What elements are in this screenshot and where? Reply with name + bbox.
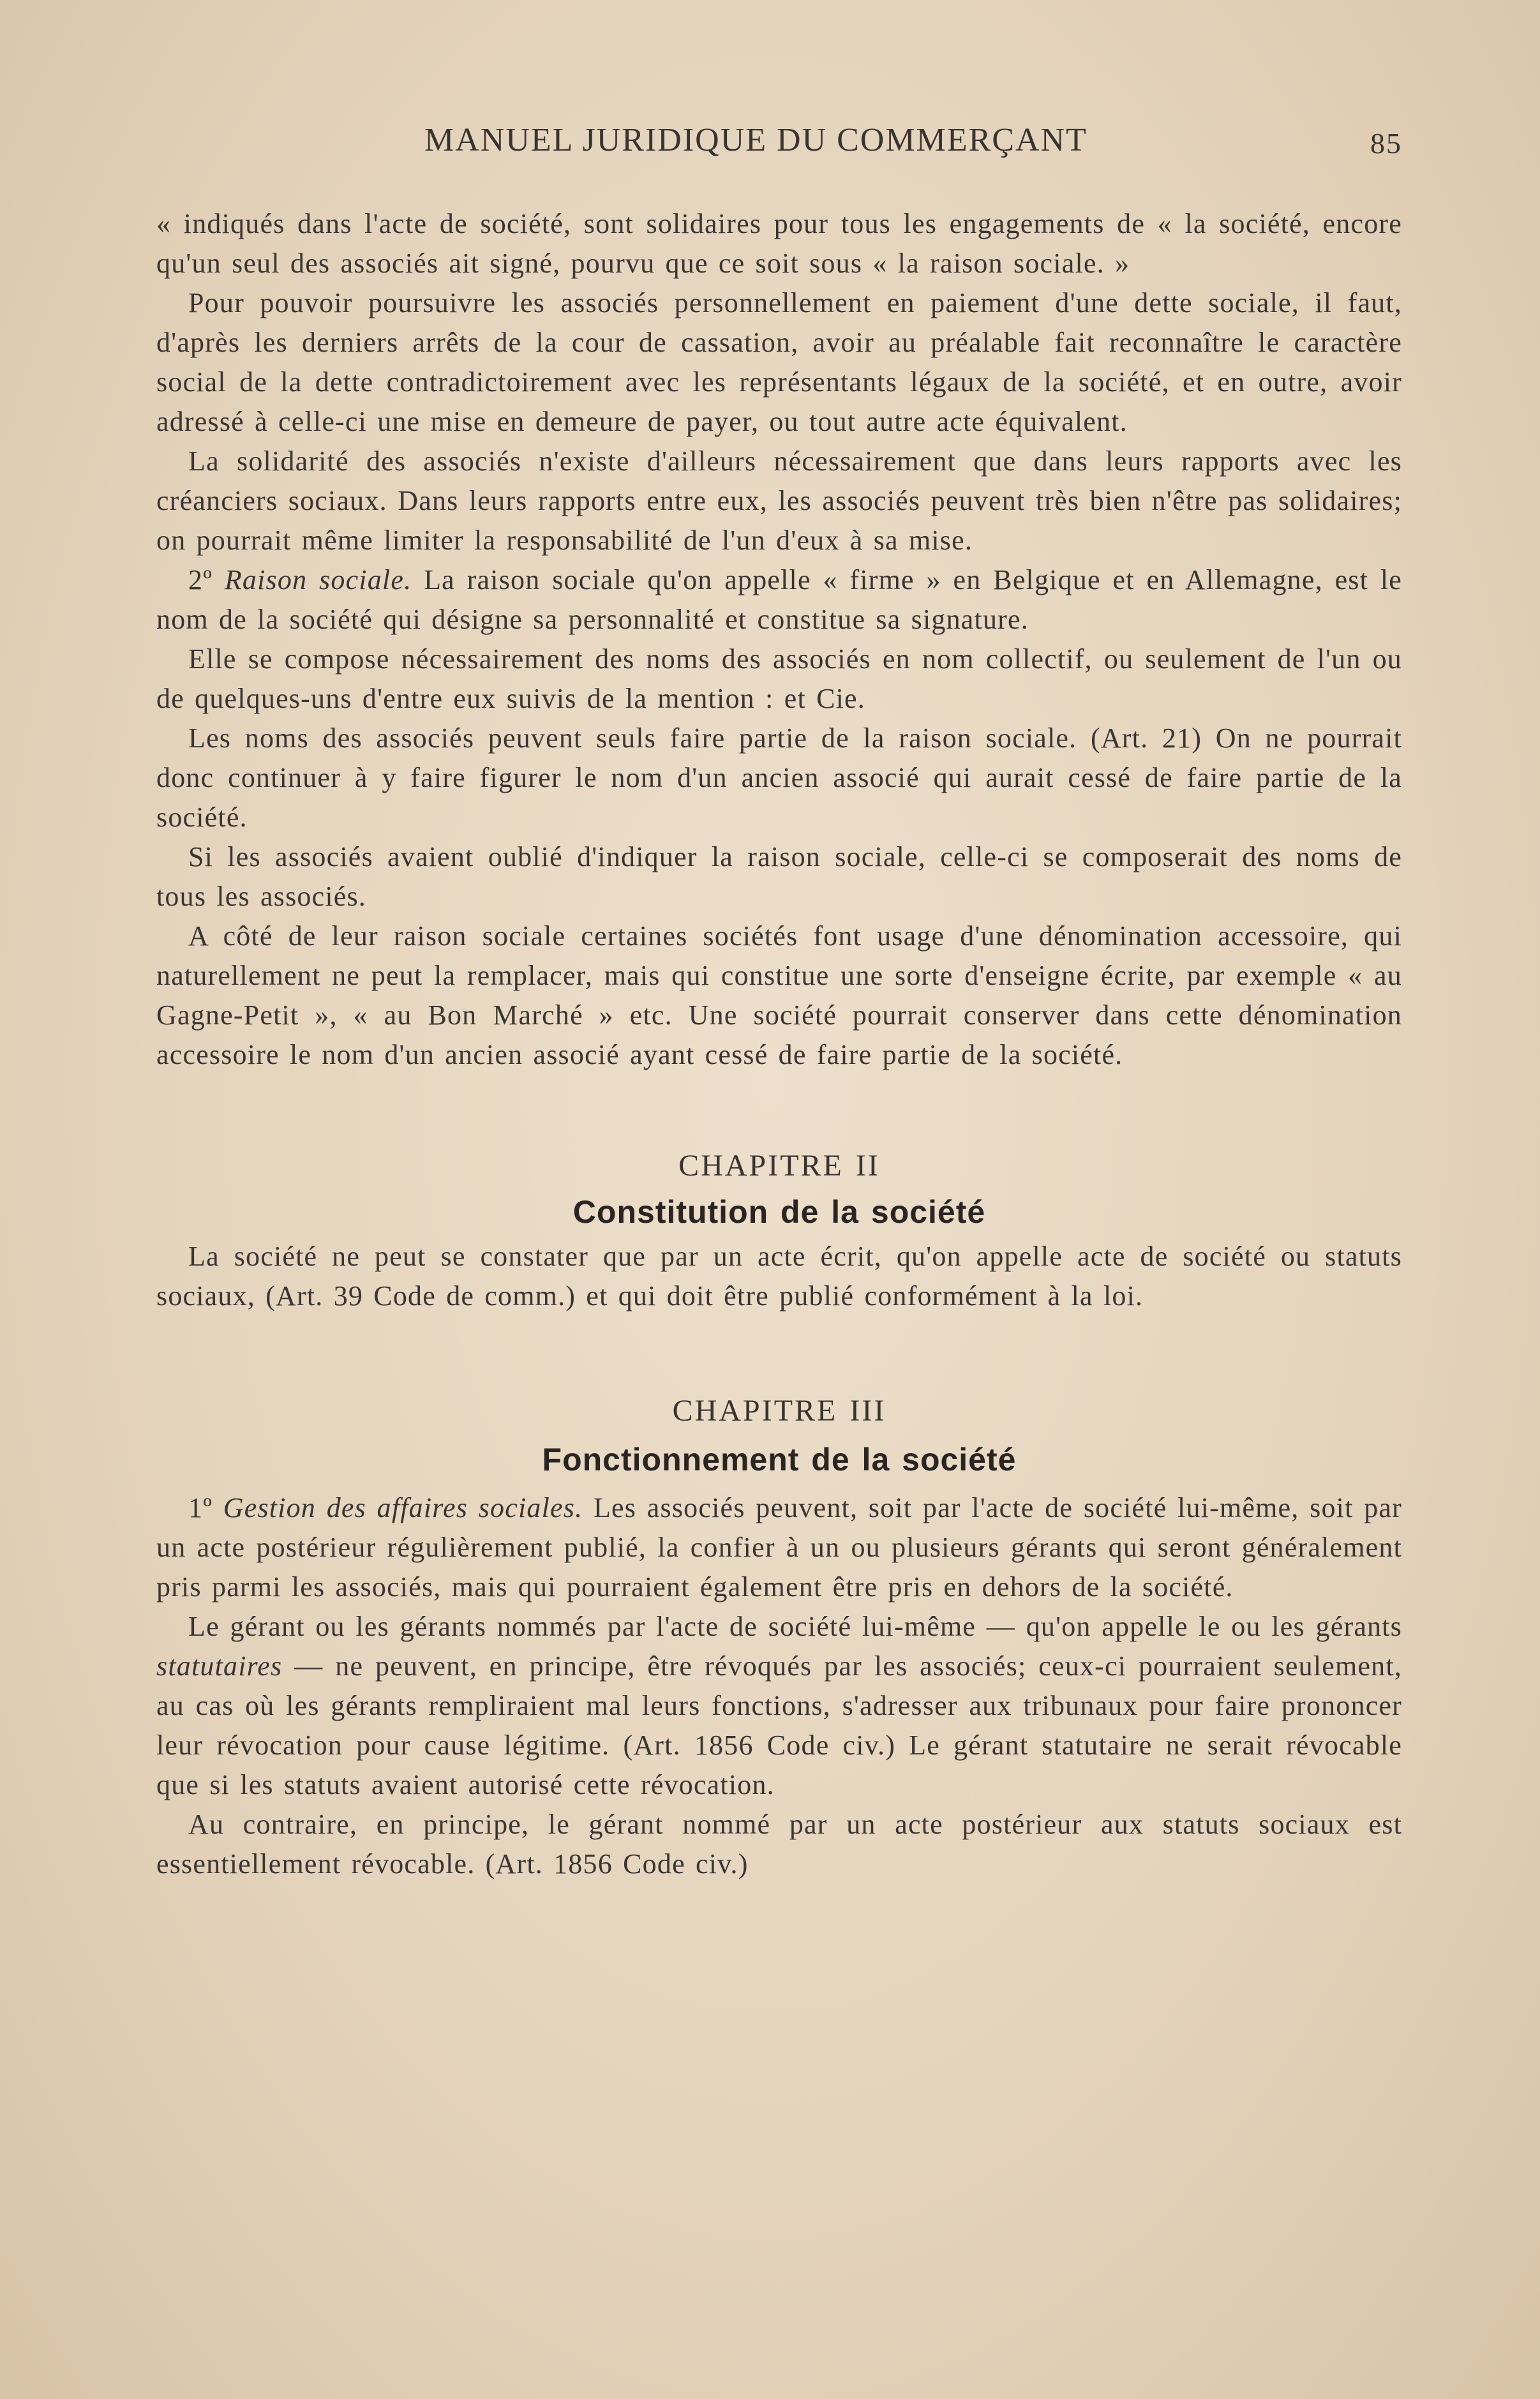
item-number: 2º [188, 564, 225, 595]
running-title: MANUEL JURIDIQUE DU COMMERÇANT [424, 122, 1088, 158]
chapter-2-heading [156, 1146, 1402, 1232]
main-text [156, 204, 1402, 1884]
chapter-title: Constitution de la société [572, 1194, 986, 1230]
paragraph-oubli: Si les associés avaient oublié d'indiquer la raison sociale, celle-ci se composerait des noms de tous les associés. [156, 841, 1402, 912]
chapter-number: CHAPITRE II [678, 1149, 880, 1183]
item-number: 1º [188, 1492, 223, 1523]
book-page [156, 121, 1402, 1884]
paragraph-gerants-statutaires [156, 1607, 1402, 1805]
paragraph-solidarite: La solidarité des associés n'existe d'ailleurs nécessairement que dans leurs rapports avec les créanciers sociaux. Dans leurs rapports entre eux, les associés peuvent très bien n'être pas solidaires; on pourrait même limiter la responsabilité de l'un d'eux à sa mise. [156, 445, 1402, 556]
chapter-title: Fonctionnement de la société [542, 1442, 1017, 1477]
item-text: La raison sociale qu'on appelle « firme » en Belgique et en Allemagne, est le nom de la société qui désigne sa personnalité et constitue sa signature. [156, 564, 1402, 635]
paragraph-gestion [156, 1488, 1402, 1607]
item-text: Les associés peuvent, soit par l'acte de société lui-même, soit par un acte postérieur régulièrement publié, la confier à un ou plusieurs gérants qui seront généralement pris parmi les associés, mais qui pourraient également être pris en dehors de la société. [156, 1492, 1402, 1603]
paragraph-poursuite: Pour pouvoir poursuivre les associés personnellement en paiement d'une dette sociale, il faut, d'après les derniers arrêts de la cour de cassation, avoir au préalable fait reconnaître le caractère social de la dette contradictoirement avec les représentants légaux de la société, et en outre, avoir adressé à celle-ci une mise en demeure de payer, ou tout autre acte équivalent. [156, 287, 1402, 437]
text-part: Le gérant ou les gérants nommés par l'acte de société lui-même — qu'on appelle le ou les gérants [188, 1611, 1402, 1642]
chapter-3-heading [156, 1391, 1402, 1479]
page-number: 85 [1370, 127, 1402, 160]
chapter-number: CHAPITRE III [672, 1394, 886, 1428]
paragraph-denomination: A côté de leur raison sociale certaines sociétés font usage d'une dénomination accessoire, qui naturellement ne peut la remplacer, mais qui constitue une sorte d'enseigne écrite, par exemple « au Gagne-Petit », « au Bon Marché » etc. Une société pourrait conserver dans cette dénomination accessoire le nom d'un ancien associé ayant cessé de faire partie de la société. [156, 920, 1402, 1070]
paragraph-revocable: Au contraire, en principe, le gérant nommé par un acte postérieur aux statuts sociaux est essentiellement révocable. (Art. 1856 Code civ.) [156, 1809, 1402, 1880]
item-heading: Gestion des affaires sociales. [223, 1492, 583, 1523]
paragraph-raison-sociale [156, 560, 1402, 639]
item-heading: Raison sociale. [224, 564, 412, 595]
emphasis: statutaires [156, 1650, 283, 1682]
paragraph-composition: Elle se compose nécessairement des noms des associés en nom collectif, ou seulement de l'un ou de quelques-uns d'entre eux suivis de la mention : et Cie. [156, 643, 1402, 714]
paragraph-quote-continuation: « indiqués dans l'acte de société, sont solidaires pour tous les engagements de « la société, encore qu'un seul des associés ait signé, pourvu que ce soit sous « la raison sociale. » [156, 208, 1402, 279]
paragraph-constitution: La société ne peut se constater que par un acte écrit, qu'on appelle acte de société ou statuts sociaux, (Art. 39 Code de comm.) et qui doit être publié conformément à la loi. [156, 1241, 1402, 1312]
running-head [156, 121, 1402, 166]
paragraph-noms-associes: Les noms des associés peuvent seuls faire partie de la raison sociale. (Art. 21) On ne pourrait donc continuer à y faire figurer le nom d'un ancien associé qui aurait cessé de faire partie de la société. [156, 722, 1402, 833]
text-part: — ne peuvent, en principe, être révoqués par les associés; ceux-ci pourraient seulement, au cas où les gérants rempliraient mal leurs fonctions, s'adresser aux tribunaux pour faire prononcer leur révocation pour cause légitime. (Art. 1856 Code civ.) Le gérant statutaire ne serait révocable que si les statuts avaient autorisé cette révocation. [156, 1650, 1402, 1800]
